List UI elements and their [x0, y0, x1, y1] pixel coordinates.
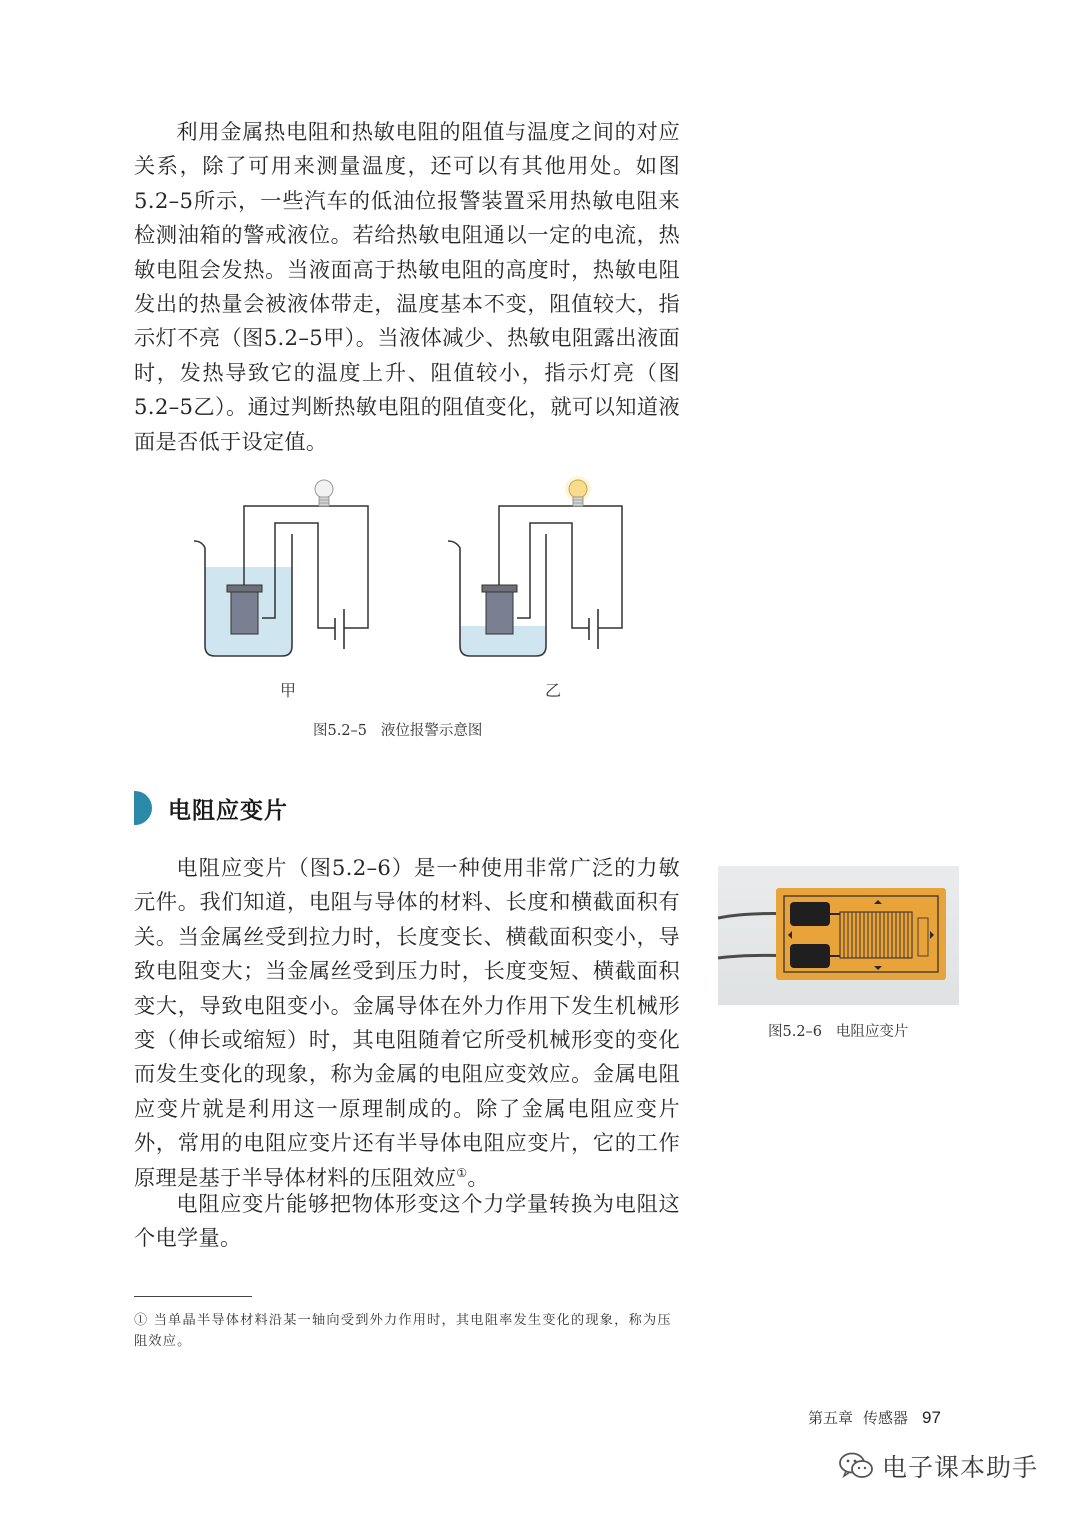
- footnote: ① 当单晶半导体材料沿某一轴向受到外力作用时，其电阻率发生变化的现象，称为压阻效应。: [134, 1313, 672, 1349]
- footnote-reference: ①: [456, 1165, 468, 1180]
- lamp-off: [315, 480, 333, 506]
- page-footer: [808, 1407, 941, 1428]
- liquid-level-alarm-diagram: [180, 468, 650, 698]
- paragraph-strain-gauge-conversion: 电阻应变片能够把物体形变这个力学量转换为电阻这个电学量。: [134, 1191, 680, 1251]
- paragraph-strain-gauge-end: 。: [467, 1164, 489, 1190]
- section-marker-icon: [134, 791, 152, 825]
- footer-chapter: 第五章: [808, 1409, 854, 1427]
- figure-caption-5-2-6: 图5.2–6 电阻应变片: [768, 1024, 909, 1040]
- section-title: 电阻应变片: [168, 797, 288, 824]
- paragraph-thermistor-level: 利用金属热电阻和热敏电阻的阻值与温度之间的对应关系，除了可用来测量温度，还可以有其他用处。如图5.2–5所示，一些汽车的低油位报警装置采用热敏电阻来检测油箱的警戒液位。若给热敏电阻通以一定的电流，热敏电阻会发热。当液面高于热敏电阻的高度时，热敏电阻发出的热量会被液体带走，温度基本不变，阻值较大，指示灯不亮（图5.2–5甲）。当液体减少、热敏电阻露出液面时，发热导致它的温度上升、阻值较小，指示灯亮（图5.2–5乙）。通过判断热敏电阻的阻值变化，就可以知道液面是否低于设定值。: [134, 119, 680, 454]
- section-heading: [134, 790, 288, 826]
- figure-caption-5-2-5: 图5.2–5 液位报警示意图: [313, 723, 483, 739]
- watermark-text: 电子课本助手: [882, 1453, 1039, 1482]
- footnote-divider: [134, 1296, 252, 1297]
- page-number: 97: [922, 1408, 941, 1427]
- wechat-icon: [838, 1451, 874, 1481]
- watermark: [838, 1448, 1038, 1484]
- strain-gauge-icon: [718, 866, 959, 1005]
- lamp-on: [565, 476, 591, 506]
- figure-label-a: 甲: [280, 681, 297, 700]
- footer-section: 传感器: [863, 1409, 909, 1427]
- figure-label-b: 乙: [545, 681, 562, 700]
- thermistor-b: [482, 585, 517, 592]
- strain-gauge-photo: [718, 866, 959, 1005]
- diagram-b: [448, 476, 622, 656]
- paragraph-strain-gauge-text: 电阻应变片（图5.2–6）是一种使用非常广泛的力敏元件。我们知道，电阻与导体的材料、长度和横截面积有关。当金属丝受到拉力时，长度变长、横截面积变小，导致电阻变大；当金属丝受到压力时，长度变短、横截面积变大，导致电阻变小。金属导体在外力作用下发生机械形变（伸长或缩短）时，其电阻随着它所受机械形变的变化而发生变化的现象，称为金属的电阻应变效应。金属电阻应变片就是利用这一原理制成的。除了金属电阻应变片外，常用的电阻应变片还有半导体电阻应变片，它的工作原理是基于半导体材料的压阻效应: [134, 855, 680, 1190]
- thermistor-a: [227, 585, 262, 592]
- figure-liquid-level-alarm: [180, 468, 650, 698]
- paragraph-strain-gauge: [134, 851, 680, 1195]
- diagram-a: [194, 480, 368, 656]
